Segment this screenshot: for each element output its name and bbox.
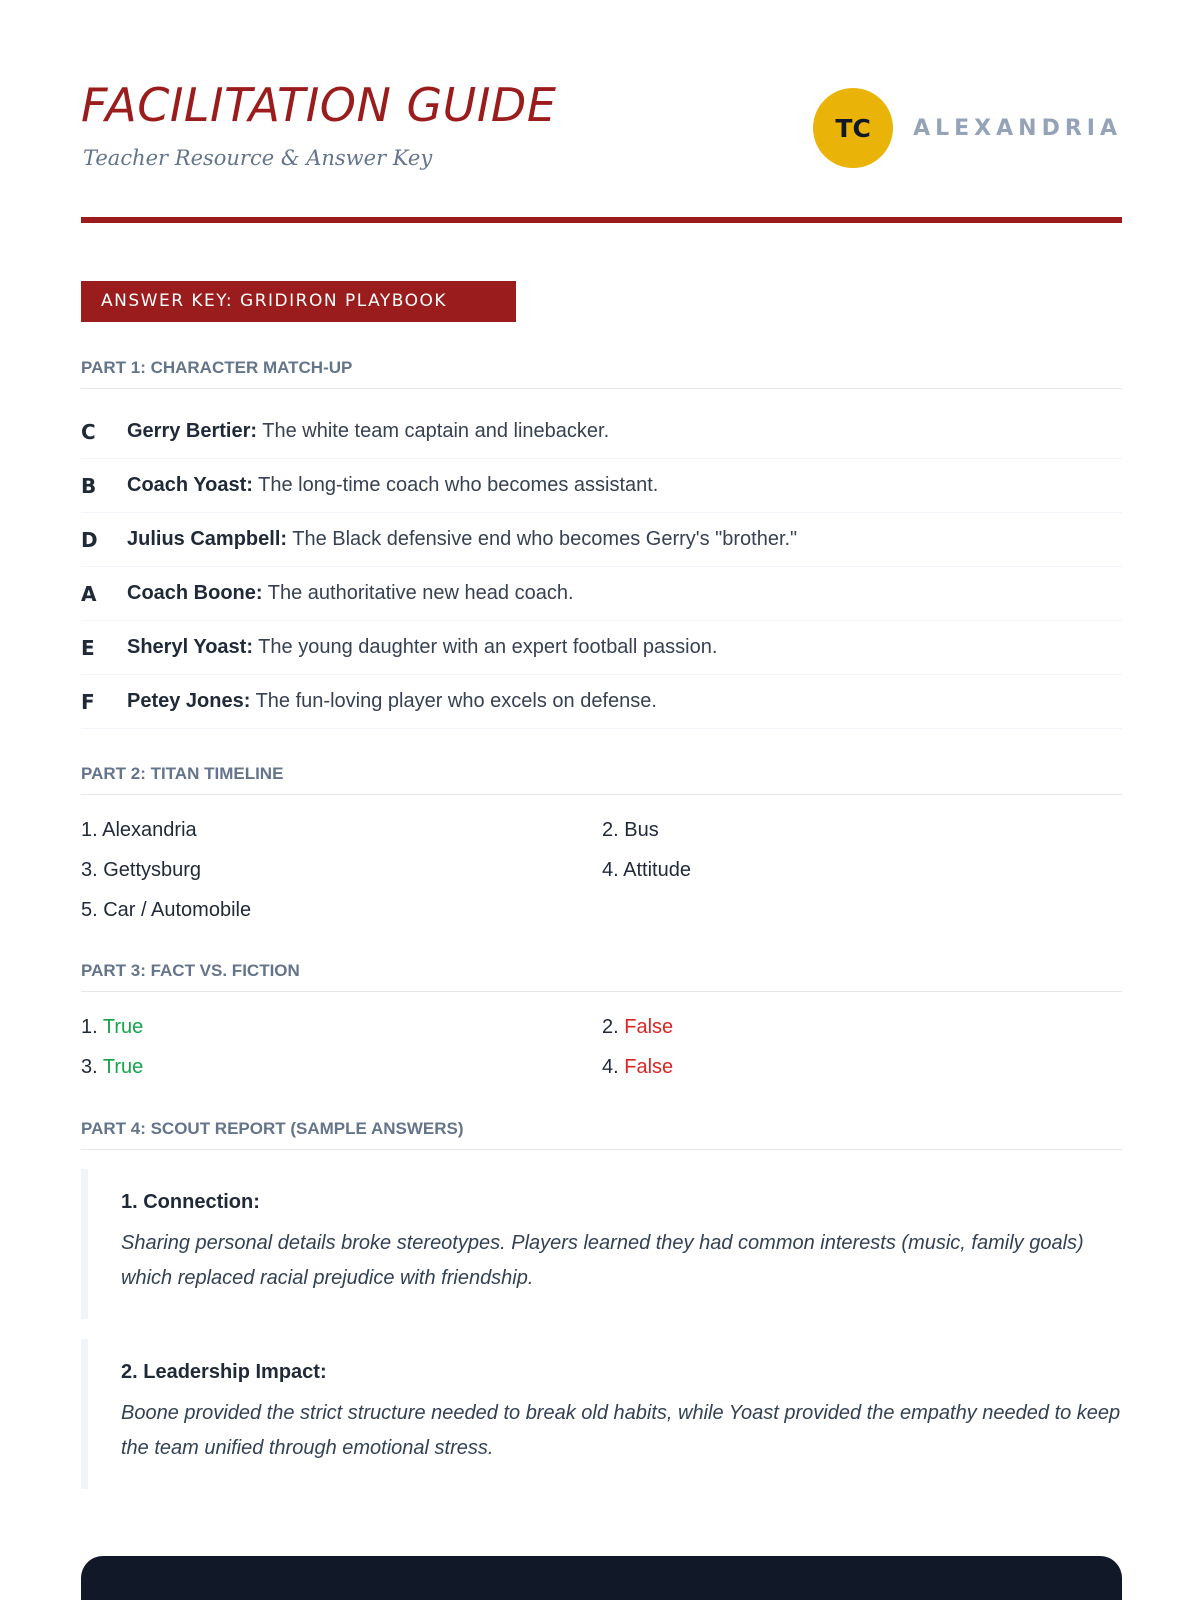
answer-false: False — [624, 1056, 674, 1078]
header-divider — [81, 217, 1122, 223]
character-name: Gerry Bertier: — [127, 420, 258, 442]
character-description: The authoritative new head coach. — [262, 582, 574, 604]
scout-report-card — [81, 1169, 1122, 1319]
fact-answer — [81, 1047, 602, 1087]
card-text: Sharing personal details broke stereotypes. Players learned they had common interests (music, family goals) which replaced racial prejudice with friendship. — [121, 1232, 1084, 1289]
match-letter: D — [81, 527, 98, 552]
list-item — [81, 621, 1122, 675]
match-letter: A — [81, 581, 97, 606]
answer-false: False — [624, 1016, 674, 1038]
page-subtitle: Teacher Resource & Answer Key — [83, 146, 433, 170]
answer-number: 4. — [602, 1056, 625, 1078]
list-item — [81, 675, 1122, 729]
page-header — [81, 78, 1122, 178]
list-item — [81, 459, 1122, 513]
list-item — [81, 513, 1122, 567]
answer-true: True — [102, 1056, 144, 1078]
brand-name: ALEXANDRIA — [913, 115, 1122, 141]
fact-answer — [81, 1007, 602, 1047]
timeline-answers — [81, 810, 1122, 930]
character-name: Petey Jones: — [127, 690, 251, 712]
match-letter: F — [81, 689, 95, 714]
match-letter: E — [81, 635, 95, 660]
fact-fiction-answers — [81, 1007, 1122, 1087]
timeline-answer: 5. Car / Automobile — [81, 899, 252, 921]
match-letter: B — [81, 473, 97, 498]
list-item — [81, 405, 1122, 459]
fact-answer — [602, 1047, 1122, 1087]
answer-key-banner: ANSWER KEY: GRIDIRON PLAYBOOK — [81, 281, 516, 322]
character-name: Sheryl Yoast: — [127, 636, 253, 658]
character-description: The Black defensive end who becomes Gerry's "brother." — [287, 528, 798, 550]
part3-heading: PART 3: FACT VS. FICTION — [81, 961, 1122, 992]
match-letter: C — [81, 419, 96, 444]
character-description: The white team captain and linebacker. — [257, 420, 610, 442]
answer-number: 3. — [81, 1056, 103, 1078]
card-text: Boone provided the strict structure needed to break old habits, while Yoast provided the empathy needed to keep the team unified through emotional stress. — [121, 1402, 1121, 1459]
brand — [813, 88, 1122, 168]
list-item — [81, 567, 1122, 621]
answer-number: 2. — [602, 1016, 625, 1038]
part1-heading: PART 1: CHARACTER MATCH-UP — [81, 358, 1122, 389]
character-description: The young daughter with an expert football passion. — [252, 636, 718, 658]
character-match-list — [81, 405, 1122, 729]
scout-report-card — [81, 1339, 1122, 1489]
card-title: 2. Leadership Impact: — [121, 1361, 327, 1383]
timeline-answer: 2. Bus — [602, 819, 659, 841]
character-name: Coach Yoast: — [127, 474, 253, 496]
character-description: The long-time coach who becomes assistant. — [252, 474, 659, 496]
logo-badge: TC — [813, 88, 893, 168]
character-name: Julius Campbell: — [127, 528, 288, 550]
timeline-answer: 1. Alexandria — [81, 819, 197, 841]
part4-heading: PART 4: SCOUT REPORT (SAMPLE ANSWERS) — [81, 1119, 1122, 1150]
footer-bar — [81, 1556, 1122, 1600]
fact-answer — [602, 1007, 1122, 1047]
page-title: FACILITATION GUIDE — [81, 78, 557, 132]
answer-true: True — [102, 1016, 144, 1038]
answer-number: 1. — [81, 1016, 103, 1038]
card-title: 1. Connection: — [121, 1191, 260, 1213]
timeline-answer: 3. Gettysburg — [81, 859, 202, 881]
timeline-answer: 4. Attitude — [602, 859, 691, 881]
character-description: The fun-loving player who excels on defense. — [250, 690, 657, 712]
part2-heading: PART 2: TITAN TIMELINE — [81, 764, 1122, 795]
character-name: Coach Boone: — [127, 582, 263, 604]
